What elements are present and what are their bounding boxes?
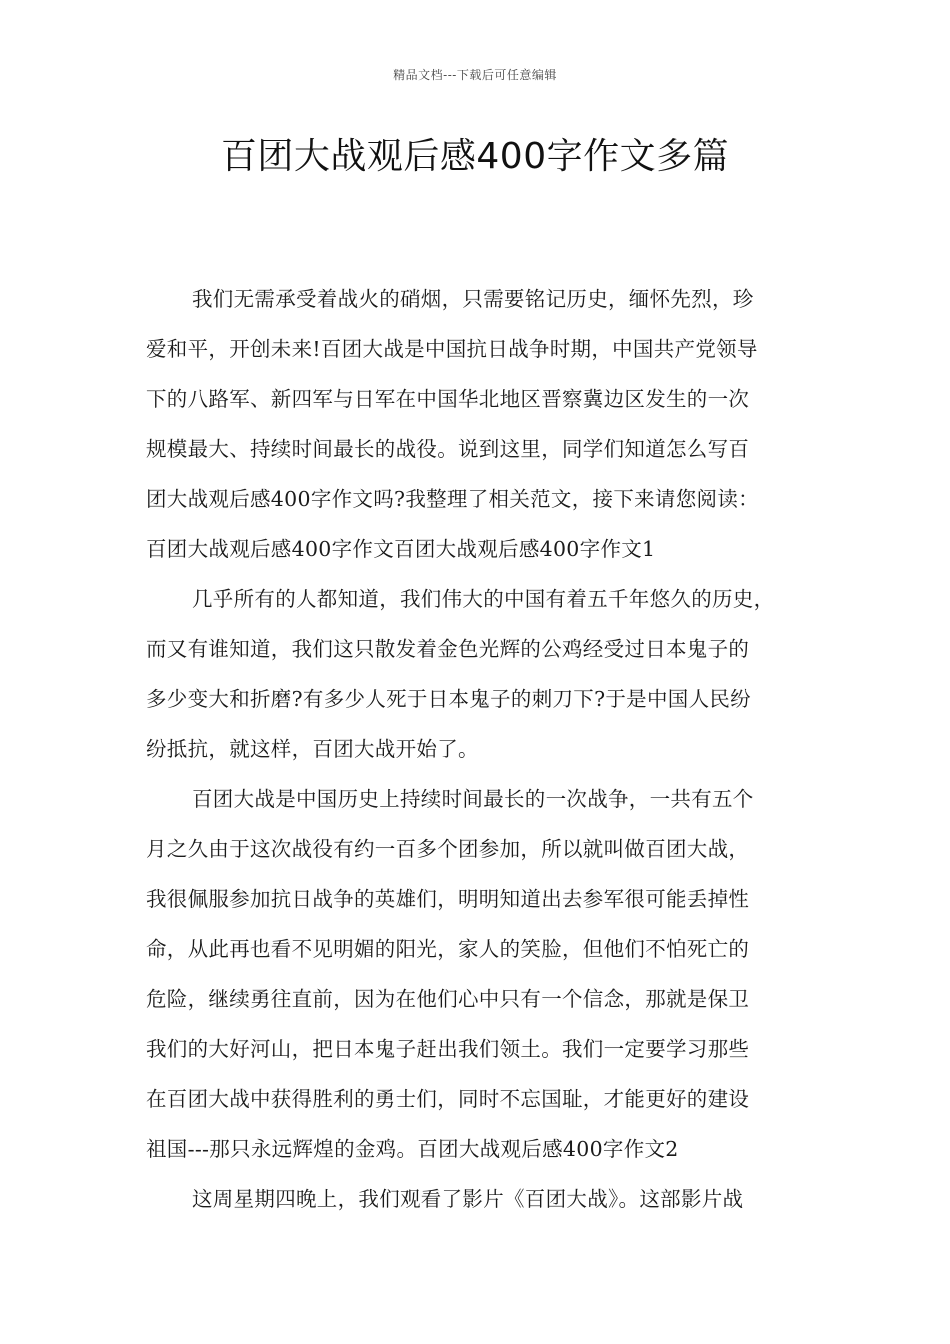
paragraph-line: 规模最大、持续时间最长的战役。说到这里，同学们知道怎么写百	[146, 437, 750, 461]
paragraph-line: 而又有谁知道，我们这只散发着金色光辉的公鸡经受过日本鬼子的	[146, 637, 750, 661]
paragraph-line: 危险，继续勇往直前，因为在他们心中只有一个信念，那就是保卫	[146, 987, 750, 1011]
paragraph-line: 我很佩服参加抗日战争的英雄们，明明知道出去参军很可能丢掉性	[146, 887, 750, 911]
paragraph-line: 下的八路军、新四军与日军在中国华北地区晋察冀边区发生的一次	[146, 387, 750, 411]
paragraph-line: 多少变大和折磨?有多少人死于日本鬼子的刺刀下?于是中国人民纷	[146, 687, 751, 711]
paragraph-line: 几乎所有的人都知道，我们伟大的中国有着五千年悠久的历史，	[192, 587, 775, 611]
paragraph-line: 百团大战是中国历史上持续时间最长的一次战争，一共有五个	[192, 787, 754, 811]
paragraph-line: 我们的大好河山，把日本鬼子赶出我们领土。我们一定要学习那些	[146, 1037, 750, 1061]
paragraph-line: 团大战观后感400字作文吗?我整理了相关范文，接下来请您阅读：	[146, 487, 759, 511]
document-body	[146, 274, 808, 1224]
paragraph-line: 月之久由于这次战役有约一百多个团参加，所以就叫做百团大战，	[146, 837, 750, 861]
document-title: 百团大战观后感400字作文多篇	[220, 136, 730, 177]
paragraph-line: 爱和平，开创未来!百团大战是中国抗日战争时期，中国共产党领导	[146, 337, 758, 361]
paragraph-line: 命，从此再也看不见明媚的阳光，家人的笑脸，但他们不怕死亡的	[146, 937, 750, 961]
paragraph-line: 我们无需承受着战火的硝烟，只需要铭记历史，缅怀先烈，珍	[192, 287, 754, 311]
paragraph-line: 百团大战观后感400字作文百团大战观后感400字作文1	[146, 537, 656, 561]
paragraph-line: 祖国---那只永远辉煌的金鸡。百团大战观后感400字作文2	[146, 1137, 679, 1161]
paragraph-line: 在百团大战中获得胜利的勇士们，同时不忘国耻，才能更好的建设	[146, 1087, 750, 1111]
paragraph-line: 这周星期四晚上，我们观看了影片《百团大战》。这部影片战	[192, 1187, 744, 1211]
header-note: 精品文档---下载后可任意编辑	[393, 68, 557, 82]
paragraph-line: 纷抵抗，就这样，百团大战开始了。	[146, 737, 479, 761]
